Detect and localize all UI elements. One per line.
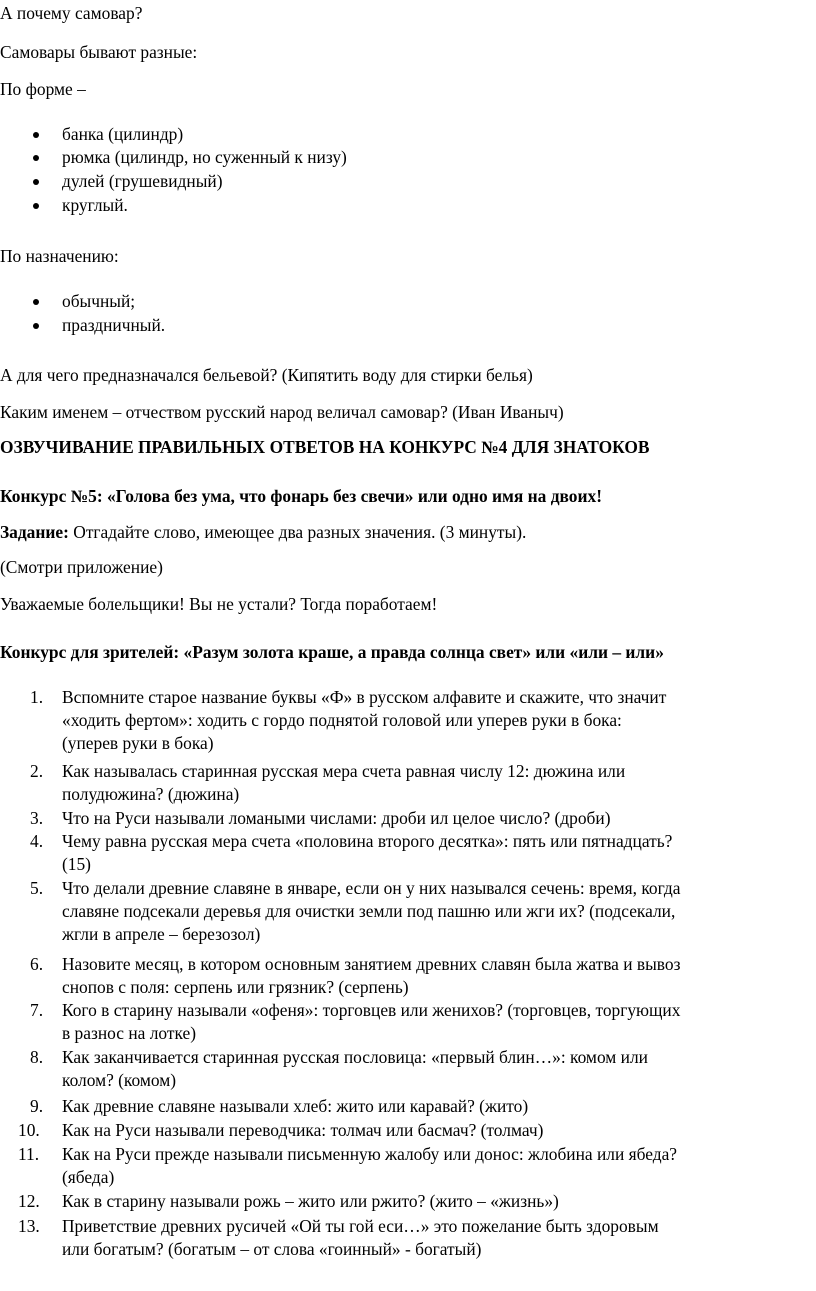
list-item-number: 3. bbox=[30, 808, 44, 828]
list-item-text: Вспомните старое название буквы «Ф» в русском алфавите и скажите, что значит «ходить фертом»: ходить с гордо поднятой головой или уперев руки в бока: (уперев руки в бока) bbox=[62, 687, 667, 753]
list-item-text: праздничный. bbox=[62, 315, 166, 335]
bullet-icon bbox=[33, 132, 39, 138]
heading-contest-5: Конкурс №5: «Голова без ума, что фонарь без свечи» или одно имя на двоих! bbox=[0, 486, 602, 506]
paragraph-name-question: Каким именем – отчеством русский народ величал самовар? (Иван Иваныч) bbox=[0, 402, 564, 422]
list-item-text: обычный; bbox=[62, 291, 136, 311]
list-item-text: Как на Руси называли переводчика: толмач или басмач? (толмач) bbox=[62, 1120, 544, 1140]
list-item-number: 7. bbox=[30, 1000, 44, 1020]
heading-contest-viewers: Конкурс для зрителей: «Разум золота краше, а правда солнца свет» или «или – или» bbox=[0, 642, 664, 662]
list-item-number: 4. bbox=[30, 831, 44, 851]
list-item-number: 10. bbox=[18, 1120, 40, 1140]
list-item-number: 11. bbox=[18, 1144, 40, 1164]
list-item-text: Как на Руси прежде называли письменную жалобу или донос: жлобина или ябеда? (ябеда) bbox=[62, 1144, 678, 1187]
task-label: Задание: bbox=[0, 522, 69, 542]
list-item-text: банка (цилиндр) bbox=[62, 124, 184, 144]
list-item-text: Как называлась старинная русская мера счета равная числу 12: дюжина или полудюжина? (дюжина) bbox=[62, 761, 626, 804]
bullet-icon bbox=[33, 203, 39, 209]
list-item-text: круглый. bbox=[62, 195, 128, 215]
list-item-number: 2. bbox=[30, 761, 44, 781]
paragraph-intro-question: А почему самовар? bbox=[0, 3, 143, 23]
list-item-text: Кого в старину называли «офеня»: торговцев или женихов? (торговцев, торгующих в разнос на лотке) bbox=[62, 1000, 681, 1043]
list-item-number: 1. bbox=[30, 687, 44, 707]
bullet-icon bbox=[33, 155, 39, 161]
list-item-text: Чему равна русская мера счета «половина второго десятка»: пять или пятнадцать? (15) bbox=[62, 831, 673, 874]
task-text: Отгадайте слово, имеющее два разных значения. (3 минуты). bbox=[68, 522, 527, 542]
list-item-text: Как древние славяне называли хлеб: жито или каравай? (жито) bbox=[62, 1096, 529, 1116]
bullet-icon bbox=[33, 323, 39, 329]
list-item-text: Приветствие древних русичей «Ой ты гой еси…» это пожелание быть здоровым или богатым? (богатым – от слова «гоинный» - богатый) bbox=[62, 1216, 659, 1259]
bullet-icon bbox=[33, 299, 39, 305]
list-item-number: 12. bbox=[18, 1191, 40, 1211]
list-item-number: 6. bbox=[30, 954, 44, 974]
paragraph-laundry-question: А для чего предназначался бельевой? (Кипятить воду для стирки белья) bbox=[0, 365, 533, 385]
paragraph-task bbox=[0, 521, 526, 544]
list-item-text: дулей (грушевидный) bbox=[62, 171, 223, 191]
list-item-number: 9. bbox=[30, 1096, 44, 1116]
list-item-text: Что делали древние славяне в январе, если он у них назывался сечень: время, когда славяне подсекали деревья для очистки земли под пашню или жги их? (подсекали, жгли в апреле – березозол) bbox=[62, 878, 681, 944]
list-item-text: Назовите месяц, в котором основным занятием древних славян была жатва и вывоз снопов с поля: серпень или грязник? (серпень) bbox=[62, 954, 681, 997]
list-item-text: рюмка (цилиндр, но суженный к низу) bbox=[62, 147, 347, 167]
paragraph-fans-address: Уважаемые болельщики! Вы не устали? Тогда поработаем! bbox=[0, 594, 438, 614]
list-item-number: 13. bbox=[18, 1216, 40, 1236]
paragraph-see-appendix: (Смотри приложение) bbox=[0, 557, 163, 577]
paragraph-samovar-types: Самовары бывают разные: bbox=[0, 42, 198, 62]
heading-answers: ОЗВУЧИВАНИЕ ПРАВИЛЬНЫХ ОТВЕТОВ НА КОНКУРС №4 ДЛЯ ЗНАТОКОВ bbox=[0, 437, 650, 457]
list-item-text: Что на Руси называли ломаными числами: дроби ил целое число? (дроби) bbox=[62, 808, 611, 828]
list-item-number: 5. bbox=[30, 878, 44, 898]
paragraph-by-purpose: По назначению: bbox=[0, 246, 119, 266]
list-item-number: 8. bbox=[30, 1047, 44, 1067]
bullet-icon bbox=[33, 179, 39, 185]
list-item-text: Как заканчивается старинная русская пословица: «первый блин…»: комом или колом? (комом) bbox=[62, 1047, 648, 1090]
list-item-text: Как в старину называли рожь – жито или ржито? (жито – «жизнь») bbox=[62, 1191, 559, 1211]
paragraph-by-shape: По форме – bbox=[0, 79, 86, 99]
